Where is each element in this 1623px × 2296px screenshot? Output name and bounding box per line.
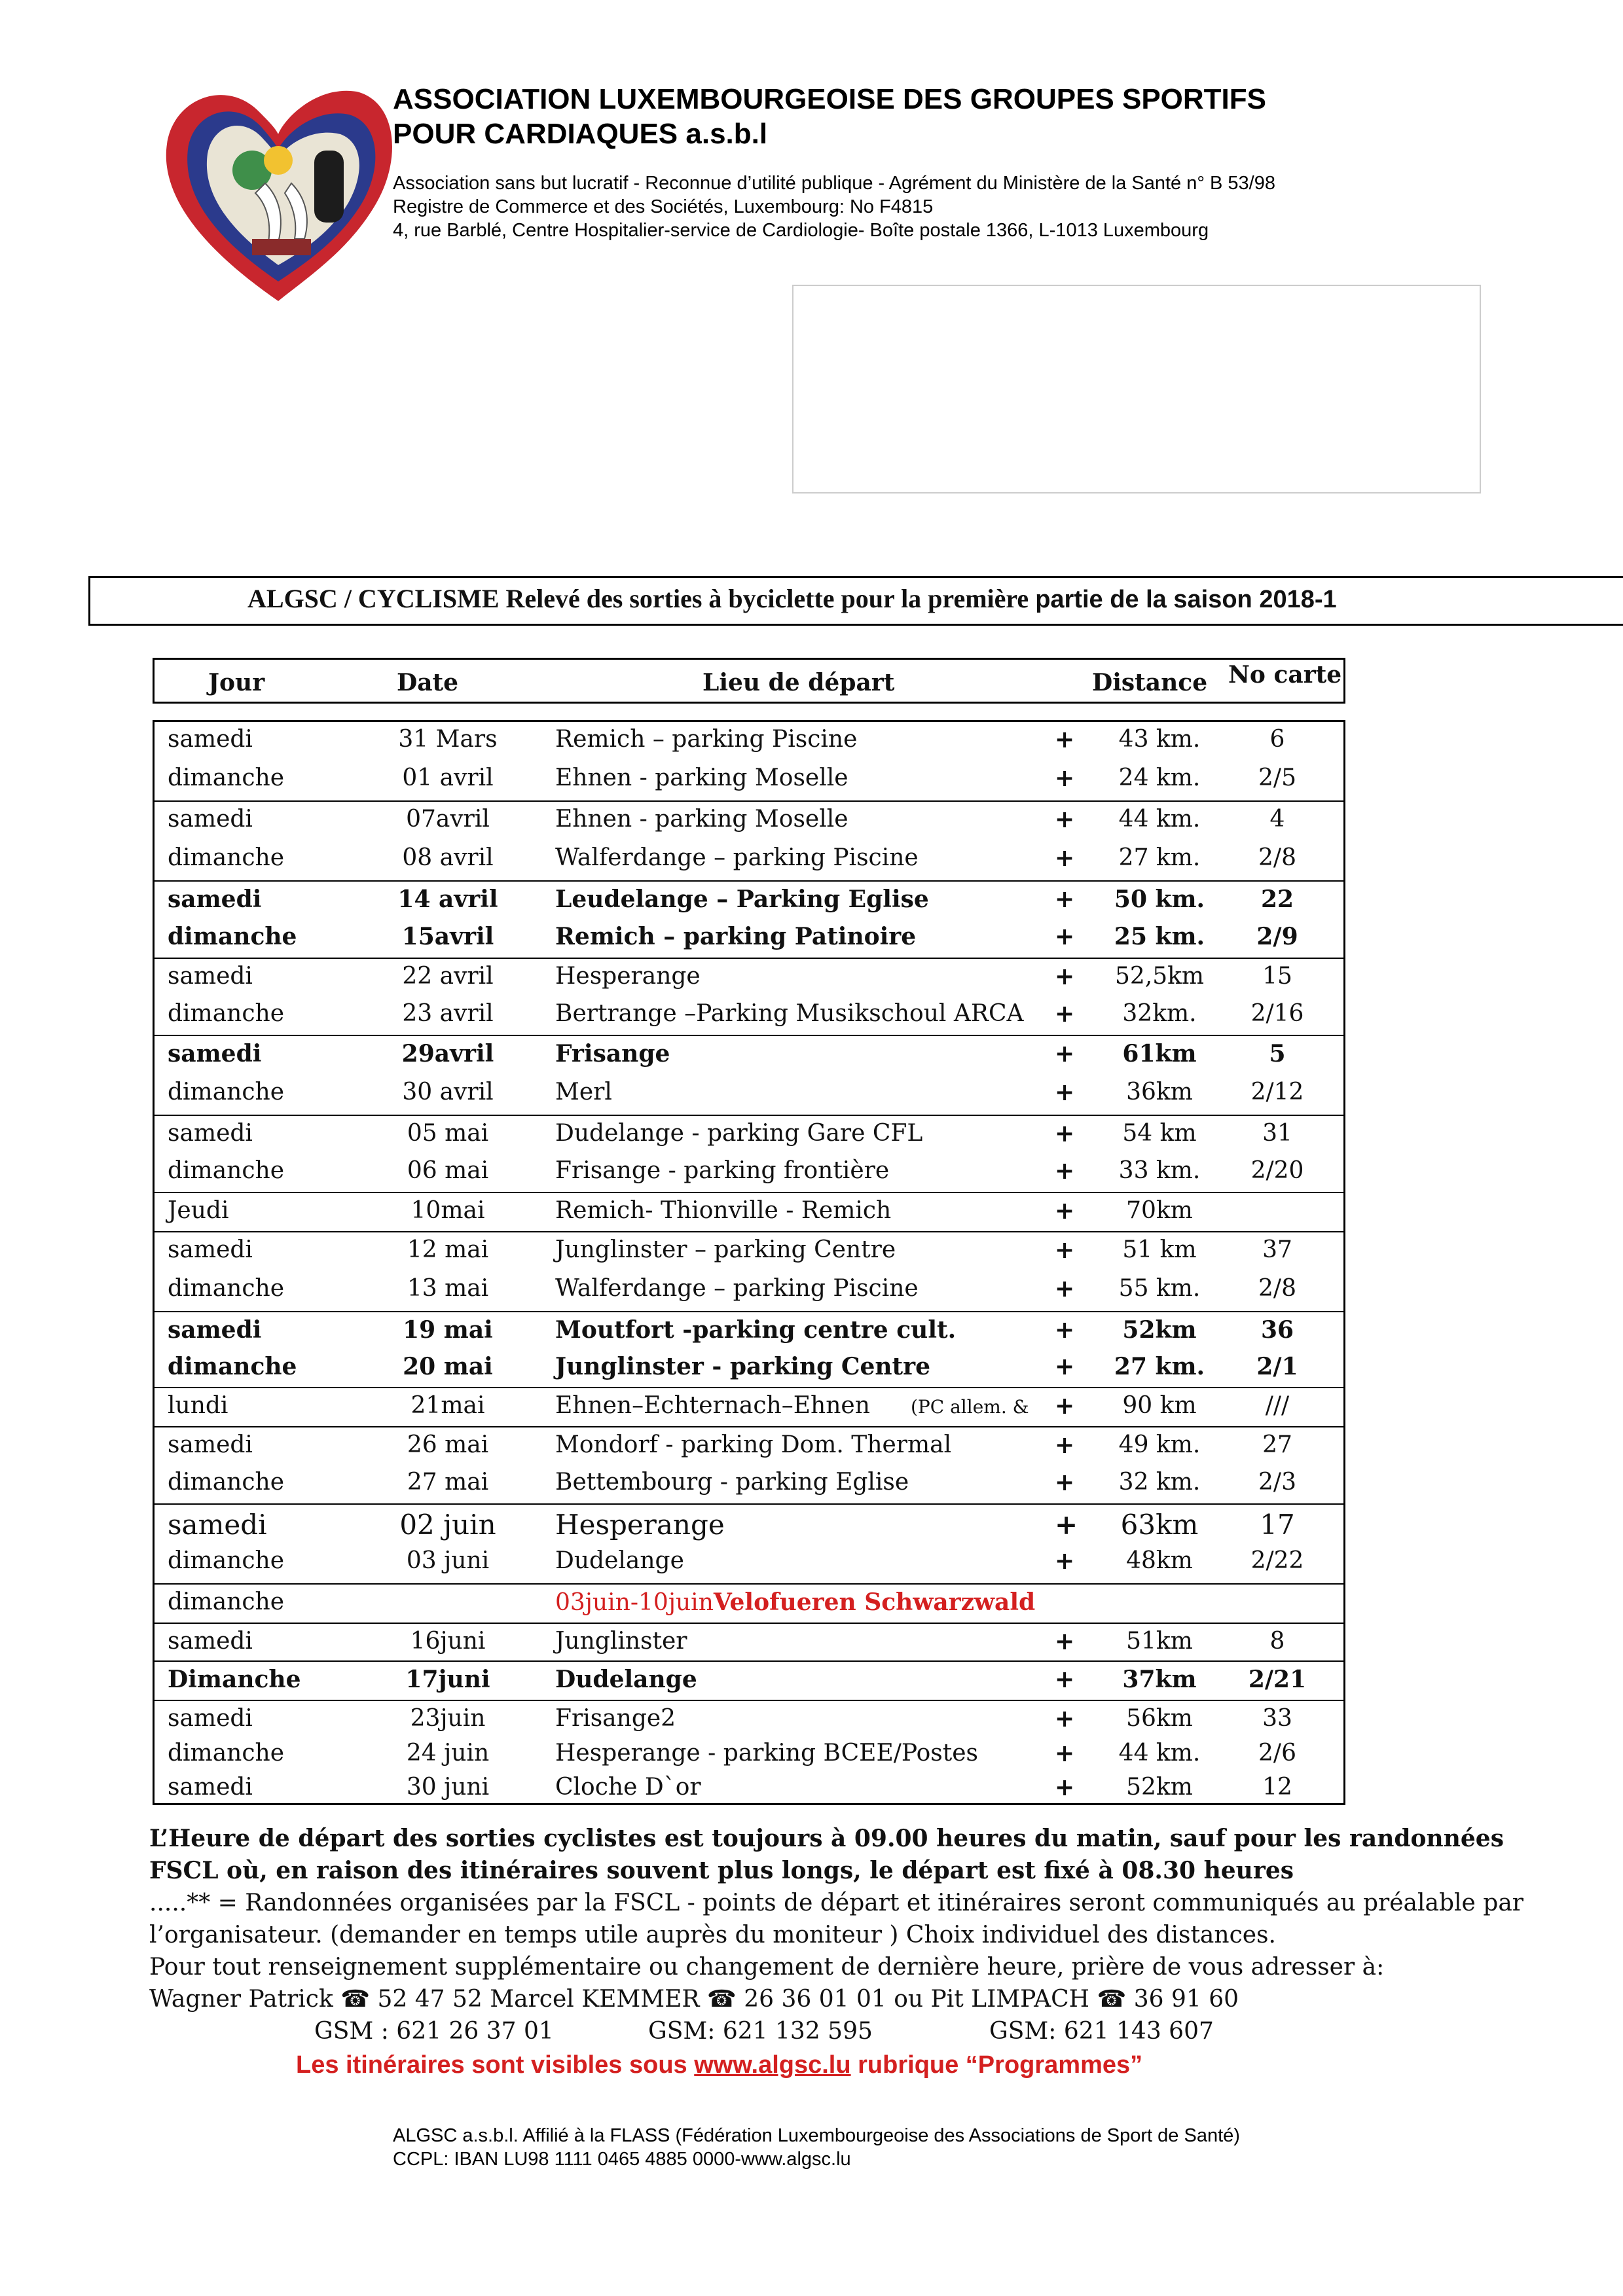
- cell-plus: +: [1055, 1236, 1075, 1264]
- cell-carte: 2/22: [1250, 1547, 1304, 1574]
- address-window-box: [792, 285, 1481, 493]
- row-group: [155, 1312, 1343, 1388]
- cell-date: 01 avril: [402, 764, 494, 791]
- title-banner: [88, 576, 1623, 626]
- cell-carte: 2/21: [1248, 1666, 1307, 1693]
- cell-date: 23juin: [410, 1705, 486, 1732]
- row-group: [155, 722, 1343, 802]
- organization-info: [393, 171, 1275, 242]
- row-group: [155, 1036, 1343, 1116]
- cell-date: 23 avril: [402, 1000, 494, 1027]
- cell-lieu-note: (PC allem. &: [911, 1396, 1029, 1418]
- cell-carte: 2/9: [1256, 923, 1298, 950]
- cell-date: 22 avril: [402, 963, 494, 990]
- cell-lieu: Walferdange – parking Piscine: [555, 1275, 919, 1302]
- cell-jour: dimanche: [168, 1739, 284, 1767]
- cell-jour: dimanche: [168, 1588, 284, 1615]
- cell-plus: +: [1055, 886, 1075, 913]
- cell-distance: 32km.: [1122, 1000, 1197, 1027]
- cell-plus: +: [1055, 726, 1075, 753]
- cell-distance: 90 km: [1122, 1392, 1197, 1419]
- cell-plus: +: [1055, 1316, 1075, 1344]
- website-link[interactable]: www.algsc.lu: [694, 2051, 851, 2079]
- cell-carte: 22: [1260, 886, 1294, 913]
- cell-lieu: Ehnen - parking Moselle: [555, 764, 848, 791]
- cell-distance: 24 km.: [1118, 764, 1201, 791]
- cell-lieu: Frisange: [555, 1040, 670, 1067]
- cell-lieu: Moutfort -parking centre cult.: [555, 1316, 957, 1344]
- cell-lieu: Bertrange –Parking Musikschoul ARCA: [555, 1000, 1024, 1027]
- cell-distance: 61km: [1122, 1040, 1197, 1067]
- org-name-line2: POUR CARDIAQUES a.s.b.l: [393, 118, 768, 150]
- cell-lieu: Bettembourg - parking Eglise: [555, 1469, 909, 1496]
- cell-distance: 27 km.: [1114, 1353, 1205, 1380]
- cell-jour: samedi: [168, 806, 253, 833]
- cell-date: 31 Mars: [398, 726, 498, 753]
- cell-lieu: Mondorf - parking Dom. Thermal: [555, 1431, 952, 1458]
- cell-date: 15avril: [401, 923, 494, 950]
- table-row: [155, 1390, 1343, 1427]
- cell-jour: dimanche: [168, 764, 284, 791]
- row-group: [155, 1388, 1343, 1427]
- table-row: [155, 1506, 1343, 1544]
- cell-jour: dimanche: [168, 1275, 284, 1302]
- cell-carte: 12: [1262, 1774, 1292, 1801]
- cell-lieu: Dudelange: [555, 1547, 684, 1574]
- title-part1: ALGSC / CYCLISME Relevé des sorties à byciclette pour la première: [247, 584, 1036, 613]
- cell-distance: 52km: [1122, 1316, 1197, 1344]
- table-row: [155, 1466, 1343, 1504]
- org-name-line1: ASSOCIATION LUXEMBOURGEOISE DES GROUPES SPORTIFS: [393, 83, 1267, 115]
- cell-jour: dimanche: [168, 1353, 297, 1380]
- cell-date: 24 juin: [406, 1739, 490, 1767]
- header-carte: No carte: [1228, 661, 1342, 689]
- cell-lieu: Walferdange – parking Piscine: [555, 844, 919, 871]
- itin-pre: Les itinéraires sont visibles sous: [296, 2051, 695, 2079]
- cell-lieu: Frisange2: [555, 1705, 676, 1732]
- row-group: [155, 1505, 1343, 1585]
- cell-lieu: Junglinster: [555, 1628, 687, 1655]
- cell-date: 08 avril: [402, 844, 494, 871]
- note-contacts: Wagner Patrick ☎ 52 47 52 Marcel KEMMER ☎ 26 36 01 01 ou Pit LIMPACH ☎ 36 91 60: [149, 1986, 1239, 2013]
- cell-plus: +: [1055, 764, 1075, 792]
- row-group: [155, 1585, 1343, 1624]
- cell-distance: 49 km.: [1118, 1431, 1201, 1458]
- cell-plus: +: [1055, 844, 1075, 872]
- table-row: [155, 842, 1343, 880]
- cell-carte: 2/16: [1250, 1000, 1304, 1027]
- cell-lieu: [555, 1588, 1035, 1616]
- cell-carte: 33: [1262, 1705, 1292, 1732]
- org-info-line2: Registre de Commerce et des Sociétés, Luxembourg: No F4815: [393, 196, 934, 217]
- table-row: [155, 1194, 1343, 1232]
- cell-date: 29avril: [401, 1040, 494, 1067]
- cell-date: 19 mai: [403, 1316, 493, 1344]
- note-bold-line2: FSCL où, en raison des itinéraires souvent plus longs, le départ est fixé à 08.30 heures: [149, 1857, 1294, 1884]
- cell-lieu: Remich- Thionville - Remich: [555, 1197, 892, 1224]
- cell-jour: Dimanche: [168, 1666, 301, 1693]
- cell-carte: 17: [1260, 1509, 1295, 1541]
- cell-distance: 50 km.: [1114, 886, 1205, 913]
- table-row: [155, 1586, 1343, 1624]
- cell-distance: 54 km: [1122, 1120, 1197, 1147]
- trip-name: Velofueren Schwarzwald: [713, 1588, 1036, 1616]
- table-row: [155, 1272, 1343, 1310]
- cell-distance: 48km: [1126, 1547, 1193, 1574]
- cell-distance: 70km: [1126, 1197, 1193, 1224]
- cell-plus: +: [1055, 1197, 1075, 1225]
- header-lieu: Lieu de départ: [702, 669, 895, 696]
- cell-date: 20 mai: [403, 1353, 493, 1380]
- cell-distance: 37km: [1122, 1666, 1197, 1693]
- cell-lieu: Hesperange: [555, 963, 701, 990]
- row-group: [155, 1427, 1343, 1505]
- row-group: [155, 1701, 1343, 1807]
- cell-distance: 51 km: [1122, 1236, 1197, 1263]
- cell-carte: 37: [1262, 1236, 1292, 1263]
- gsm-wagner: GSM : 621 26 37 01: [314, 2018, 554, 2045]
- itineraries-note: [296, 2051, 1142, 2079]
- cell-lieu: Dudelange: [555, 1666, 697, 1693]
- cell-date: 14 avril: [397, 886, 498, 913]
- note-line5: Pour tout renseignement supplémentaire ou changement de dernière heure, prière de vous adresser à:: [149, 1954, 1385, 1981]
- table-row: [155, 883, 1343, 921]
- cell-plus: +: [1055, 1275, 1075, 1302]
- cell-date: 05 mai: [407, 1120, 489, 1147]
- cell-distance: 56km: [1126, 1705, 1193, 1732]
- row-group: [155, 882, 1343, 959]
- cell-distance: 55 km.: [1118, 1275, 1201, 1302]
- cell-date: 06 mai: [407, 1157, 489, 1184]
- note-bold-line1: L’Heure de départ des sorties cyclistes est toujours à 09.00 heures du matin, sauf pour les randonnées: [149, 1825, 1504, 1852]
- cell-distance: 25 km.: [1114, 923, 1205, 950]
- notes-section: [149, 1823, 1524, 2047]
- cell-carte: 2/20: [1250, 1157, 1304, 1184]
- title-part2: partie de la saison 2018-1: [1035, 586, 1337, 613]
- cell-carte: 8: [1269, 1628, 1285, 1655]
- cell-date: 21mai: [410, 1392, 485, 1419]
- cell-jour: dimanche: [168, 1000, 284, 1027]
- org-info-line1: Association sans but lucratif - Reconnue d’utilité publique - Agrément du Ministère de la Santé n° B 53/98: [393, 173, 1275, 194]
- cell-carte: 2/6: [1258, 1739, 1296, 1767]
- cell-carte: 2/1: [1256, 1353, 1298, 1380]
- cell-plus: +: [1055, 1392, 1075, 1420]
- table-row: [155, 997, 1343, 1035]
- cell-plus: +: [1055, 923, 1075, 950]
- cell-distance: 32 km.: [1118, 1469, 1201, 1496]
- row-group: [155, 1193, 1343, 1232]
- cell-lieu: Junglinster - parking Centre: [555, 1353, 931, 1380]
- table-row: [155, 1234, 1343, 1272]
- footer: [393, 2124, 1240, 2171]
- cell-jour: samedi: [168, 1774, 253, 1801]
- cell-jour: samedi: [168, 1509, 267, 1541]
- trip-dates: 03juin-10juin: [555, 1589, 714, 1616]
- cell-date: 13 mai: [407, 1275, 489, 1302]
- cell-jour: samedi: [168, 1431, 253, 1458]
- note-line4: l’organisateur. (demander en temps utile auprès du moniteur ) Choix individuel des distances.: [149, 1922, 1276, 1948]
- cell-date: 07avril: [406, 806, 490, 833]
- cell-jour: samedi: [168, 963, 253, 990]
- association-heart-logo: [154, 72, 403, 308]
- table-row: [155, 723, 1343, 761]
- cell-jour: samedi: [168, 1120, 253, 1147]
- footer-line2: CCPL: IBAN LU98 1111 0465 4885 0000-www.algsc.lu: [393, 2149, 851, 2170]
- cell-distance: 33 km.: [1118, 1157, 1201, 1184]
- itin-post: rubrique “Programmes”: [850, 2051, 1143, 2079]
- cell-carte: 5: [1269, 1040, 1286, 1067]
- cell-jour: samedi: [168, 1316, 262, 1344]
- cell-lieu: Merl: [555, 1079, 612, 1105]
- cell-carte: 2/8: [1258, 844, 1296, 871]
- cell-jour: dimanche: [168, 1469, 284, 1496]
- cell-jour: samedi: [168, 886, 262, 913]
- table-row: [155, 1545, 1343, 1583]
- cell-jour: dimanche: [168, 1157, 284, 1184]
- table-row: [155, 1702, 1343, 1740]
- table-row: [155, 1429, 1343, 1467]
- cell-plus: +: [1055, 963, 1075, 990]
- cell-date: 27 mai: [407, 1469, 489, 1496]
- table-row: [155, 1314, 1343, 1352]
- cell-date: 10mai: [410, 1197, 485, 1224]
- cell-date: 17juni: [405, 1666, 490, 1693]
- cell-plus: +: [1055, 1431, 1075, 1459]
- row-group: [155, 1116, 1343, 1193]
- cell-lieu: Junglinster – parking Centre: [555, 1236, 896, 1263]
- document-title: [247, 583, 1337, 614]
- cell-date: 03 juni: [406, 1547, 490, 1574]
- schedule-table: [153, 720, 1345, 1805]
- cell-plus: +: [1055, 1739, 1075, 1767]
- cell-carte: 36: [1260, 1316, 1294, 1344]
- organization-name: [393, 82, 1266, 151]
- cell-plus: +: [1055, 1469, 1075, 1496]
- cell-lieu: Remich – parking Piscine: [555, 726, 858, 753]
- table-row: [155, 1155, 1343, 1193]
- cell-distance: 43 km.: [1118, 726, 1201, 753]
- cell-plus: +: [1055, 1774, 1075, 1802]
- cell-carte: 4: [1269, 806, 1285, 833]
- table-row: [155, 1117, 1343, 1155]
- cell-plus: +: [1055, 806, 1075, 833]
- header-date: Date: [397, 669, 459, 696]
- table-row: [155, 1037, 1343, 1075]
- footer-line1: ALGSC a.s.b.l. Affilié à la FLASS (Fédération Luxembourgeoise des Associations de Sport de Santé): [393, 2125, 1240, 2146]
- cell-lieu: Ehnen–Echternach–Ehnen: [555, 1392, 870, 1419]
- cell-plus: +: [1055, 1547, 1075, 1575]
- cell-plus: +: [1055, 1120, 1075, 1147]
- schedule-header: [153, 658, 1345, 704]
- cell-distance: 44 km.: [1118, 1739, 1201, 1767]
- header-jour: Jour: [208, 669, 265, 696]
- cell-lieu: Hesperange - parking BCEE/Postes: [555, 1739, 979, 1767]
- cell-lieu: Dudelange - parking Gare CFL: [555, 1120, 923, 1147]
- table-row: [155, 1625, 1343, 1663]
- cell-carte: 27: [1262, 1431, 1292, 1458]
- cell-plus: +: [1055, 1157, 1075, 1185]
- cell-jour: lundi: [168, 1392, 228, 1419]
- cell-distance: 27 km.: [1118, 844, 1201, 871]
- cell-jour: samedi: [168, 1705, 253, 1732]
- cell-lieu: Leudelange – Parking Eglise: [555, 886, 929, 913]
- cell-plus: +: [1055, 1509, 1078, 1541]
- cell-date: 30 juni: [406, 1774, 490, 1801]
- cell-jour: dimanche: [168, 1079, 284, 1105]
- table-row: [155, 920, 1343, 958]
- cell-lieu: Hesperange: [555, 1509, 725, 1541]
- cell-plus: +: [1055, 1705, 1075, 1732]
- row-group: [155, 959, 1343, 1036]
- row-group: [155, 1662, 1343, 1701]
- cell-carte: 6: [1269, 726, 1285, 753]
- cell-date: 02 juin: [399, 1509, 496, 1541]
- cell-carte: ///: [1265, 1392, 1290, 1419]
- gsm-kemmer: GSM: 621 132 595: [648, 2018, 873, 2045]
- cell-distance: 44 km.: [1118, 806, 1201, 833]
- cell-distance: 63km: [1120, 1509, 1199, 1541]
- cell-jour: dimanche: [168, 1547, 284, 1574]
- table-row: [155, 1771, 1343, 1809]
- cell-lieu: Ehnen - parking Moselle: [555, 806, 848, 833]
- cell-jour: samedi: [168, 726, 253, 753]
- cell-lieu: Frisange - parking frontière: [555, 1157, 890, 1184]
- cell-jour: dimanche: [168, 923, 297, 950]
- cell-plus: +: [1055, 1000, 1075, 1028]
- cell-distance: 51km: [1126, 1628, 1193, 1655]
- note-line3: .....** = Randonnées organisées par la FSCL - points de départ et itinéraires seront communiqués au préalable par: [149, 1890, 1523, 1916]
- cell-jour: samedi: [168, 1040, 262, 1067]
- cell-plus: +: [1055, 1040, 1075, 1067]
- table-row: [155, 1076, 1343, 1114]
- table-row: [155, 960, 1343, 998]
- cell-carte: 2/12: [1250, 1079, 1304, 1105]
- row-group: [155, 1624, 1343, 1662]
- cell-plus: +: [1055, 1666, 1075, 1693]
- cell-plus: +: [1055, 1628, 1075, 1655]
- cell-lieu: Cloche D`or: [555, 1774, 701, 1801]
- header-distance: Distance: [1092, 669, 1208, 696]
- cell-date: 16juni: [410, 1628, 486, 1655]
- cell-distance: 52,5km: [1114, 963, 1205, 990]
- cell-plus: +: [1055, 1353, 1075, 1380]
- cell-carte: 31: [1262, 1120, 1292, 1147]
- cell-jour: Jeudi: [168, 1197, 229, 1224]
- cell-date: 30 avril: [402, 1079, 494, 1105]
- cell-date: 26 mai: [407, 1431, 489, 1458]
- cell-jour: samedi: [168, 1236, 253, 1263]
- cell-jour: dimanche: [168, 844, 284, 871]
- cell-distance: 36km: [1126, 1079, 1193, 1105]
- cell-jour: samedi: [168, 1628, 253, 1655]
- cell-carte: 2/3: [1258, 1469, 1296, 1496]
- row-group: [155, 1232, 1343, 1312]
- table-row: [155, 1350, 1343, 1388]
- cell-date: 12 mai: [407, 1236, 489, 1263]
- table-row: [155, 803, 1343, 841]
- table-row: [155, 762, 1343, 800]
- cell-plus: +: [1055, 1079, 1075, 1106]
- cell-lieu: Remich – parking Patinoire: [555, 923, 917, 950]
- cell-carte: 2/8: [1258, 1275, 1296, 1302]
- table-row: [155, 1663, 1343, 1701]
- cell-distance: 52km: [1126, 1774, 1193, 1801]
- row-group: [155, 802, 1343, 882]
- org-info-line3: 4, rue Barblé, Centre Hospitalier-service de Cardiologie- Boîte postale 1366, L-1013 Luxembourg: [393, 220, 1209, 241]
- cell-carte: 15: [1262, 963, 1292, 990]
- cell-carte: 2/5: [1258, 764, 1296, 791]
- gsm-limpach: GSM: 621 143 607: [989, 2018, 1214, 2045]
- table-row: [155, 1737, 1343, 1775]
